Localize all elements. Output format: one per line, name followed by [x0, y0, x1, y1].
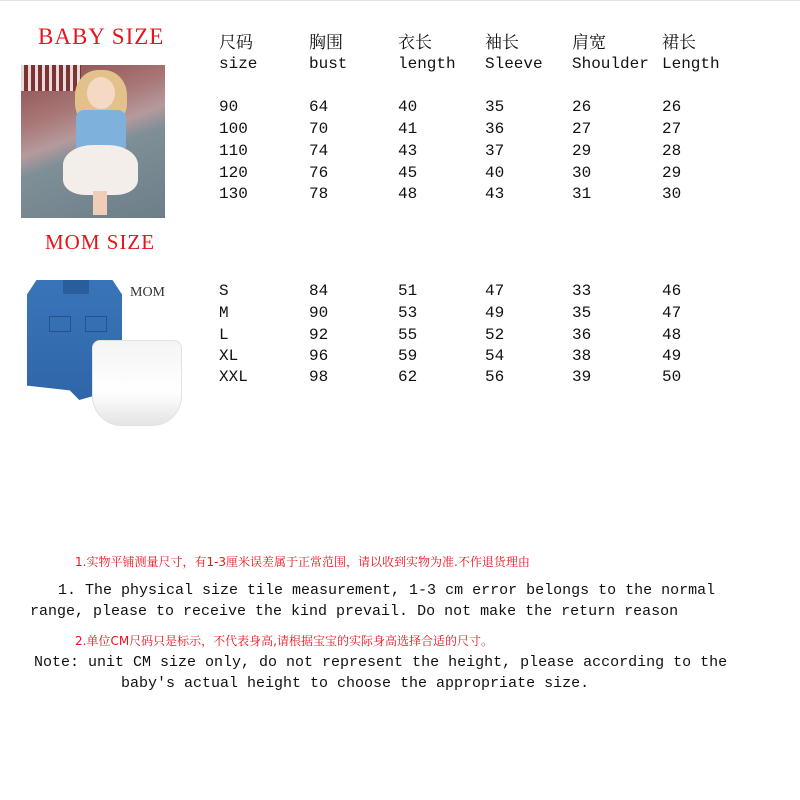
- header-en-length: length: [398, 55, 456, 73]
- cell-skirt-length: 28: [662, 142, 682, 160]
- header-cn-shoulder: 肩宽: [572, 33, 606, 53]
- cell-shoulder: 26: [572, 98, 592, 116]
- header-en-sleeve: Sleeve: [485, 55, 543, 73]
- header-cn-sleeve: 袖长: [485, 33, 519, 53]
- cell-bust: 76: [309, 164, 329, 182]
- cell-size: 110: [219, 142, 248, 160]
- cell-sleeve: 47: [485, 282, 505, 300]
- cell-skirt-length: 29: [662, 164, 682, 182]
- cell-length: 43: [398, 142, 418, 160]
- header-cn-skirt-length: 裙长: [662, 33, 696, 53]
- cell-length: 62: [398, 368, 418, 386]
- cell-bust: 74: [309, 142, 329, 160]
- header-cn-length: 衣长: [398, 33, 432, 53]
- cell-size: M: [219, 304, 229, 322]
- shirt-pocket-right: [85, 316, 107, 332]
- denim-shirt: [76, 110, 126, 150]
- cell-sleeve: 49: [485, 304, 505, 322]
- cell-shoulder: 30: [572, 164, 592, 182]
- top-border: [0, 0, 800, 1]
- cell-bust: 84: [309, 282, 329, 300]
- note1-english-line1: 1. The physical size tile measurement, 1-3 cm error belongs to the normal: [58, 582, 716, 599]
- cell-sleeve: 56: [485, 368, 505, 386]
- cell-length: 53: [398, 304, 418, 322]
- cell-sleeve: 52: [485, 326, 505, 344]
- cell-shoulder: 33: [572, 282, 592, 300]
- cell-length: 51: [398, 282, 418, 300]
- header-en-skirt-length: Length: [662, 55, 720, 73]
- cell-sleeve: 43: [485, 185, 505, 203]
- girl-legs: [93, 191, 107, 215]
- cell-size: XL: [219, 347, 239, 365]
- cell-skirt-length: 27: [662, 120, 682, 138]
- cell-skirt-length: 26: [662, 98, 682, 116]
- cell-skirt-length: 48: [662, 326, 682, 344]
- cell-length: 40: [398, 98, 418, 116]
- cell-bust: 92: [309, 326, 329, 344]
- note2-chinese: 2.单位CM尺码只是标示，不代表身高,请根据宝宝的实际身高选择合适的尺寸。: [75, 634, 493, 648]
- cell-length: 41: [398, 120, 418, 138]
- cell-shoulder: 29: [572, 142, 592, 160]
- cell-sleeve: 35: [485, 98, 505, 116]
- cell-shoulder: 35: [572, 304, 592, 322]
- cell-sleeve: 40: [485, 164, 505, 182]
- cell-skirt-length: 50: [662, 368, 682, 386]
- cell-bust: 64: [309, 98, 329, 116]
- note1-chinese: 1.实物平铺测量尺寸，有1-3厘米误差属于正常范围，请以收到实物为准.不作退货理由: [75, 555, 530, 569]
- cell-bust: 78: [309, 185, 329, 203]
- white-skirt: [92, 340, 182, 426]
- cell-size: L: [219, 326, 229, 344]
- cell-shoulder: 27: [572, 120, 592, 138]
- mom-size-title: MOM SIZE: [45, 230, 156, 254]
- cell-skirt-length: 47: [662, 304, 682, 322]
- cell-length: 48: [398, 185, 418, 203]
- cell-length: 59: [398, 347, 418, 365]
- cell-shoulder: 38: [572, 347, 592, 365]
- header-cn-size: 尺码: [219, 33, 253, 53]
- cell-bust: 70: [309, 120, 329, 138]
- cell-bust: 96: [309, 347, 329, 365]
- cell-bust: 98: [309, 368, 329, 386]
- cell-size: XXL: [219, 368, 248, 386]
- header-en-shoulder: Shoulder: [572, 55, 649, 73]
- cell-size: 120: [219, 164, 248, 182]
- stair-railing: [21, 65, 81, 91]
- mom-image-label: MOM: [130, 285, 166, 300]
- cell-shoulder: 39: [572, 368, 592, 386]
- girl-face: [87, 77, 115, 109]
- baby-size-title: BABY SIZE: [38, 24, 165, 49]
- cell-skirt-length: 30: [662, 185, 682, 203]
- cell-shoulder: 36: [572, 326, 592, 344]
- cell-length: 55: [398, 326, 418, 344]
- cell-shoulder: 31: [572, 185, 592, 203]
- cell-size: S: [219, 282, 229, 300]
- mom-outfit-photo: [22, 268, 192, 428]
- header-en-size: size: [219, 55, 258, 73]
- header-en-bust: bust: [309, 55, 348, 73]
- tutu-skirt: [63, 145, 138, 195]
- cell-sleeve: 37: [485, 142, 505, 160]
- cell-length: 45: [398, 164, 418, 182]
- note1-english-line2: range, please to receive the kind prevail. Do not make the return reason: [30, 603, 679, 620]
- shirt-pocket-left: [49, 316, 71, 332]
- note2-english-line2: baby's actual height to choose the appropriate size.: [121, 675, 590, 692]
- cell-size: 100: [219, 120, 248, 138]
- cell-skirt-length: 49: [662, 347, 682, 365]
- cell-size: 90: [219, 98, 239, 116]
- cell-skirt-length: 46: [662, 282, 682, 300]
- cell-sleeve: 36: [485, 120, 505, 138]
- note2-english-line1: Note: unit CM size only, do not represent the height, please according to the: [34, 654, 728, 671]
- cell-size: 130: [219, 185, 248, 203]
- baby-outfit-photo: [21, 65, 165, 218]
- header-cn-bust: 胸围: [309, 33, 343, 53]
- cell-sleeve: 54: [485, 347, 505, 365]
- cell-bust: 90: [309, 304, 329, 322]
